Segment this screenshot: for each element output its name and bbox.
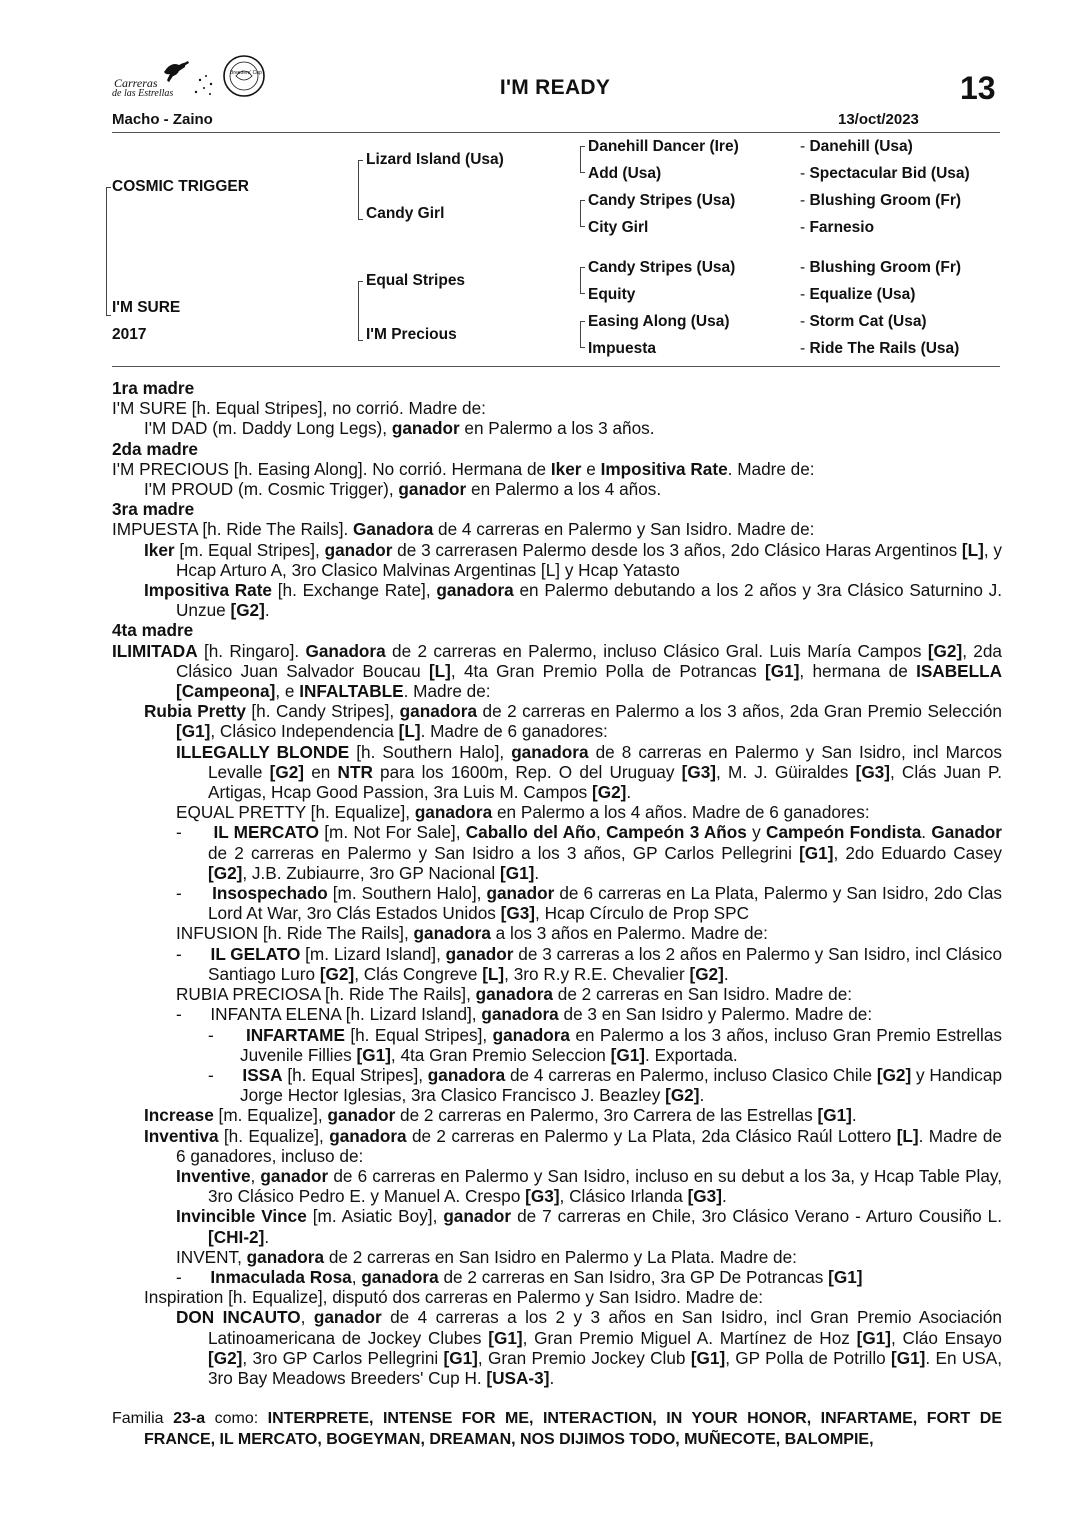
gen3-1: Danehill Dancer (Ire)	[588, 138, 739, 155]
produce-infanta-elena: - INFANTA ELENA [h. Lizard Island], ganadora de 3 en San Isidro y Palermo. Madre de:	[176, 1004, 873, 1025]
bracket-sire-parents-bottom	[358, 213, 363, 220]
produce-invincible-vince: Invincible Vince [m. Asiatic Boy], ganador de 7 carreras en Chile, 3ro Clásico Verano - Arturo Cousiño L. [CHI-2].	[176, 1206, 1002, 1247]
bracket-gen3-2b	[580, 220, 585, 227]
gen4-7: Storm Cat (Usa)	[809, 313, 927, 330]
produce-infusion: INFUSION [h. Ride The Rails], ganadora a los 3 años en Palermo. Madre de:	[176, 923, 768, 944]
produce-rubia-preciosa: RUBIA PRECIOSA [h. Ride The Rails], ganadora de 2 carreras en San Isidro. Madre de:	[176, 984, 853, 1005]
gen2-dam-dam: I'M Precious	[366, 326, 457, 343]
sex-color: Macho - Zaino	[112, 111, 213, 128]
bracket-gen3-4b	[580, 341, 585, 348]
gen4-2: Spectacular Bid (Usa)	[809, 165, 970, 182]
gen4-8: Ride The Rails (Usa)	[809, 340, 960, 357]
bracket-gen1	[106, 187, 107, 315]
gen2-sire-dam: Candy Girl	[366, 205, 445, 222]
second-dam-line: I'M PRECIOUS [h. Easing Along]. No corrió. Hermana de Iker e Impositiva Rate. Madre de:	[112, 458, 815, 479]
produce-invent: INVENT, ganadora de 2 carreras en San Isidro en Palermo y La Plata. Madre de:	[176, 1246, 797, 1267]
produce-infartame: - INFARTAME [h. Equal Stripes], ganadora en Palermo a los 3 años, incluso Gran Premio Estrellas Juvenile Fillies [G1], 4ta Gran Premio Seleccion [G1]. Exportada.	[208, 1024, 1003, 1065]
produce-illegally-blonde: ILLEGALLY BLONDE [h. Southern Halo], ganadora de 8 carreras en Palermo y San Isidro, incl Marcos Levalle [G2] en NTR para los 1600m, Rep. O del Uruguay [G3], M. J. Güiraldes [G3], Clás Juan P. Artigas, Hcap Good Passion, 3ra Luis M. Campos [G2].	[176, 741, 1002, 803]
sale-date: 13/oct/2023	[838, 111, 919, 128]
female-family-text	[112, 378, 1002, 1388]
badge-text: Breeders' Cup	[230, 70, 262, 76]
dam-year: 2017	[112, 326, 147, 343]
bracket-gen3-3b	[580, 287, 585, 294]
third-dam-produce-iker: Iker [m. Equal Stripes], ganador de 3 carrerasen Palermo desde los 3 años, 2do Clásico Haras Argentinos [L], y Hcap Arturo A, 3ro Clasico Malvinas Argentinas [L] y Hcap Yatasto	[144, 539, 1002, 580]
gen4-6: Equalize (Usa)	[809, 286, 916, 303]
bracket-gen3-1b	[580, 166, 585, 173]
gen3-6: Equity	[588, 286, 636, 303]
logo-text-carreras: Carreras	[114, 76, 158, 90]
third-dam-line: IMPUESTA [h. Ride The Rails]. Ganadora de 4 carreras en Palermo y San Isidro. Madre de:	[112, 519, 815, 540]
gen4-5: Blushing Groom (Fr)	[809, 259, 962, 276]
fourth-dam-line: ILIMITADA [h. Ringaro]. Ganadora de 2 carreras en Palermo, incluso Clásico Gral. Luis María Campos [G2], 2da Clásico Juan Salvador Boucau [L], 4ta Gran Premio Polla de Potrancas [G1], hermana de ISABELLA [Campeona], e INFALTABLE. Madre de:	[112, 640, 1002, 702]
gen2-sire-sire: Lizard Island (Usa)	[366, 151, 504, 168]
heading-1ra-madre: 1ra madre	[112, 378, 195, 398]
gen3-2: Add (Usa)	[588, 165, 662, 182]
produce-il-gelato: - IL GELATO [m. Lizard Island], ganador de 3 carreras a los 2 años en Palermo y San Isidro, incl Clásico Santiago Luro [G2], Clás Congreve [L], 3ro R.y R.E. Chevalier [G2].	[176, 943, 1003, 984]
sire-name: COSMIC TRIGGER	[112, 178, 249, 195]
lot-number: 13	[960, 70, 996, 106]
horse-name: I'M READY	[499, 76, 611, 99]
produce-inventiva: Inventiva [h. Equalize], ganadora de 2 carreras en Palermo y La Plata, 2da Clásico Raúl Lottero [L]. Madre de 6 ganadores, incluso de:	[144, 1125, 1002, 1166]
gen4-3: Blushing Groom (Fr)	[809, 192, 962, 209]
produce-don-incauto: DON INCAUTO, ganador de 4 carreras a los 2 y 3 años en San Isidro, incl Gran Premio Asociación Latinoamericana de Jockey Clubes [G1], Gran Premio Miguel A. Martínez de Hoz [G1], Cláo Ensayo [G2], 3ro GP Carlos Pellegrini [G1], Gran Premio Jockey Club [G1], GP Polla de Potrillo [G1]. En USA, 3ro Bay Meadows Breeders' Cup H. [USA-3].	[176, 1307, 1002, 1388]
second-dam-produce: I'M PROUD (m. Cosmic Trigger), ganador en Palermo a los 4 años.	[144, 479, 662, 500]
bracket-sire-parents	[358, 160, 363, 220]
gen2-dam-sire: Equal Stripes	[366, 272, 466, 289]
header-divider	[112, 132, 1000, 133]
bracket-dam-parents	[358, 281, 363, 341]
heading-4ta-madre: 4ta madre	[112, 620, 194, 641]
gen3-8: Impuesta	[588, 340, 657, 357]
bracket-dam	[106, 309, 111, 316]
heading-3ra-madre: 3ra madre	[112, 499, 195, 520]
first-dam-produce: I'M DAD (m. Daddy Long Legs), ganador en Palermo a los 3 años.	[144, 418, 655, 439]
produce-il-mercato: - IL MERCATO [m. Not For Sale], Caballo del Año, Campeón 3 Años y Campeón Fondista. Ganador de 2 carreras en Palermo y San Isidro a los 3 años, GP Carlos Pellegrini [G1], 2do Eduardo Casey [G2], J.B. Zubiaurre, 3ro GP Nacional [G1].	[176, 822, 1002, 883]
bracket-dam-parents-bottom	[358, 334, 363, 341]
produce-inventive: Inventive, ganador de 6 carreras en Palermo y San Isidro, incluso en su debut a los 3a, y Hcap Table Play, 3ro Clásico Pedro E. y Manuel A. Crespo [G3], Clásico Irlanda [G3].	[176, 1165, 1002, 1207]
family-note: Familia 23-a como: INTERPRETE, INTENSE FOR ME, INTERACTION, IN YOUR HONOR, INFARTAME, FORT DE FRANCE, IL MERCATO, BOGEYMAN, DREAMAN, NOS DIJIMOS TODO, MUÑECOTE, BALOMPIE,	[112, 1410, 1002, 1448]
produce-rubia-pretty: Rubia Pretty [h. Candy Stripes], ganadora de 2 carreras en Palermo a los 3 años, 2da Gran Premio Selección [G1], Clásico Independencia [L]. Madre de 6 ganadores:	[144, 701, 1002, 742]
heading-2da-madre: 2da madre	[112, 438, 198, 459]
produce-insospechado: - Insospechado [m. Southern Halo], ganador de 6 carreras en La Plata, Palermo y San Isidro, 2do Clas Lord At War, 3ro Clás Estados Unidos [G3], Hcap Círculo de Prop SPC	[176, 883, 1003, 924]
produce-equal-pretty: EQUAL PRETTY [h. Equalize], ganadora en Palermo a los 4 años. Madre de 6 ganadores:	[176, 802, 870, 823]
gen3-7: Easing Along (Usa)	[588, 313, 730, 330]
gen4-1: Danehill (Usa)	[809, 138, 913, 155]
gen3-5: Candy Stripes (Usa)	[588, 259, 736, 276]
produce-increase: Increase [m. Equalize], ganador de 2 carreras en Palermo, 3ro Carrera de las Estrellas [G1].	[144, 1105, 857, 1126]
gen4-4: Farnesio	[809, 219, 875, 236]
pedigree-divider	[112, 366, 1000, 367]
produce-inmaculada-rosa: - Inmaculada Rosa, ganadora de 2 carreras en San Isidro, 3ra GP De Potrancas [G1]	[176, 1266, 863, 1287]
logo-text-estrellas: de las Estrellas	[112, 88, 174, 99]
produce-inspiration: Inspiration [h. Equalize], disputó dos carreras en Palermo y San Isidro. Madre de:	[144, 1287, 764, 1308]
first-dam-line: I'M SURE [h. Equal Stripes], no corrió. Madre de:	[112, 398, 486, 419]
gen3-4: City Girl	[588, 219, 649, 236]
dam-name: I'M SURE	[112, 299, 181, 316]
gen3-3: Candy Stripes (Usa)	[588, 192, 736, 209]
produce-issa: - ISSA [h. Equal Stripes], ganadora de 4 carreras en Palermo, incluso Clasico Chile [G2] y Handicap Jorge Hector Iglesias, 3ra Clasico Francisco J. Beazley [G2].	[208, 1064, 1002, 1106]
third-dam-produce-impositiva: Impositiva Rate [h. Exchange Rate], ganadora en Palermo debutando a los 2 años y 3ra Clásico Saturnino J. Unzue [G2].	[144, 580, 1002, 621]
